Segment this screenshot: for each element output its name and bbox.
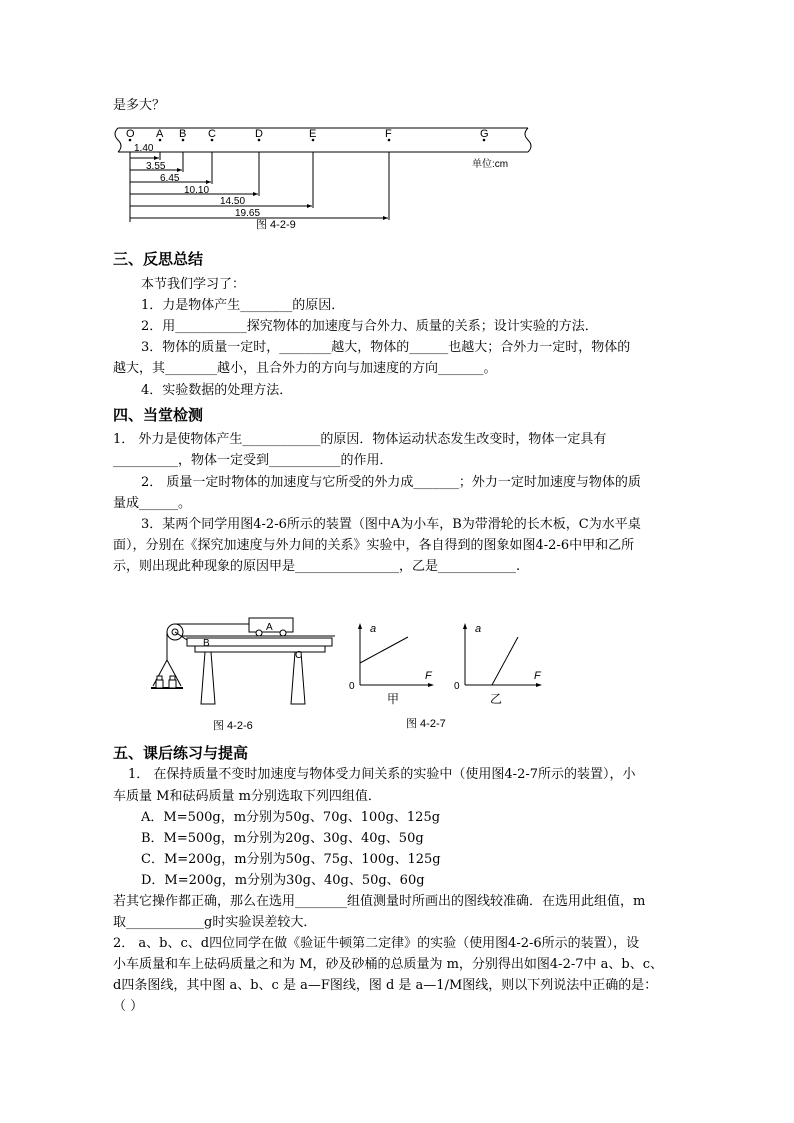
graph-yi-a-label: a	[475, 623, 482, 635]
caption-4-2-7: 图 4-2-7	[406, 718, 446, 730]
graph-jia-label: 甲	[387, 692, 400, 706]
s4-q2a: 2． 质量一定时物体的加速度与它所受的外力成_______；外力一定时加速度与物体的质	[141, 475, 641, 490]
s4-q2b: 量成______。	[113, 496, 192, 511]
s3-intro: 本节我们学习了：	[141, 277, 246, 292]
caption-4-2-6: 图 4-2-6	[213, 720, 253, 732]
s5-p1b: 车质量 M和砝码质量 m分别选取下列四组值．	[113, 789, 381, 804]
s3-item-3b: 越大，其________越小，且合外力的方向与加速度的方向_______。	[113, 361, 497, 376]
dist-label-3: 6.45	[160, 173, 180, 184]
apparatus-label-c: C	[295, 650, 303, 661]
tape-label-c: C	[208, 128, 216, 140]
tape-label-d: D	[255, 128, 263, 140]
tape-label-b: B	[179, 128, 187, 140]
graph-jia-zero: 0	[349, 681, 355, 692]
figure-4-2-6	[145, 610, 345, 710]
section-5-heading: 五、课后练习与提高	[113, 744, 249, 762]
dist-label-2: 3.55	[146, 161, 166, 172]
s5-p2c: d四条图线，其中图 a、b、c 是 a—F图线，图 d 是 a—1/M图线，则以下列说法中正确的是：	[113, 978, 658, 993]
caption-4-2-9: 图 4-2-9	[256, 219, 296, 231]
s5-option-c: C．M=200g，m分别为50g、75g、100g、125g	[141, 852, 441, 867]
s3-item-3a: 3．物体的质量一定时，________越大，物体的______也越大；合外力一定时，物体的	[141, 340, 631, 355]
dist-label-6: 19.65	[235, 208, 261, 219]
s3-item-1: 1．力是物体产生________的原因．	[141, 298, 345, 313]
apparatus-label-b: B	[203, 638, 210, 649]
tape-label-f: F	[385, 128, 392, 140]
figure-4-2-7	[340, 615, 560, 710]
s3-item-4: 4．实验数据的处理方法．	[141, 383, 293, 398]
graph-jia-f-label: F	[425, 670, 432, 682]
s3-item-2: 2．用___________探究物体的加速度与合外力、质量的关系；设计实验的方法．	[141, 319, 598, 334]
s4-q3c: 示，则出现此种现象的原因甲是________________，乙是____________.	[113, 559, 521, 574]
section-4-heading: 四、当堂检测	[113, 406, 204, 424]
s5-p1d: 取____________g时实验误差较大．	[113, 915, 317, 930]
s5-option-b: B．M=500g，m分别为20g、30g、40g、50g	[141, 831, 424, 846]
figure-4-2-9	[110, 122, 540, 232]
tape-label-o: O	[126, 128, 135, 140]
dist-label-5: 14.50	[220, 196, 246, 207]
s4-q3b: 面），分别在《探究加速度与外力间的关系》实验中，各自得到的图象如图4-2-6中甲和乙所	[113, 538, 635, 553]
s5-p2a: 2． a、b、c、d四位同学在做《验证牛顿第二定律》的实验（使用图4-2-6所示的装置），设	[113, 936, 640, 951]
s5-p1c: 若其它操作都正确，那么在选用________组值测量时所画出的图线较准确．在选用此组值，m	[113, 894, 646, 909]
tape-label-e: E	[309, 128, 317, 140]
tape-label-a: A	[156, 128, 164, 140]
section-3-heading: 三、反思总结	[113, 250, 204, 268]
graph-yi-label: 乙	[490, 692, 503, 706]
apparatus-label-a: A	[266, 622, 273, 633]
s4-q3a: 3．某两个同学用图4-2-6所示的装置（图中A为小车，B为带滑轮的长木板，C为水平桌	[141, 517, 641, 532]
s4-q1a: 1． 外力是使物体产生____________的原因．物体运动状态发生改变时，物体一定具有	[113, 432, 607, 447]
question-tail: 是多大？	[113, 98, 166, 113]
graph-yi-zero: 0	[454, 681, 460, 692]
dist-label-4: 10.10	[184, 185, 210, 196]
graph-yi-f-label: F	[534, 670, 541, 682]
s4-q1b: __________，物体一定受到___________的作用．	[113, 453, 393, 468]
dist-label-1: 1.40	[134, 143, 154, 154]
graph-jia-a-label: a	[370, 623, 377, 635]
tape-label-g: G	[480, 128, 489, 140]
s5-option-d: D．M=200g，m分别为30g、40g、50g、60g	[141, 873, 425, 888]
s5-p1a: 1． 在保持质量不变时加速度与物体受力间关系的实验中（使用图4-2-7所示的装置），小	[128, 767, 636, 782]
s5-p2d: （ ）	[113, 999, 144, 1014]
unit-label: 单位:cm	[472, 159, 509, 170]
s5-p2b: 小车质量和车上砝码质量之和为 M，砂及砂桶的总质量为 m，分别得出如图4-2-7中 a、b、c、	[113, 957, 663, 972]
s5-option-a: A．M=500g，m分别为50g、70g、100g、125g	[141, 810, 441, 825]
